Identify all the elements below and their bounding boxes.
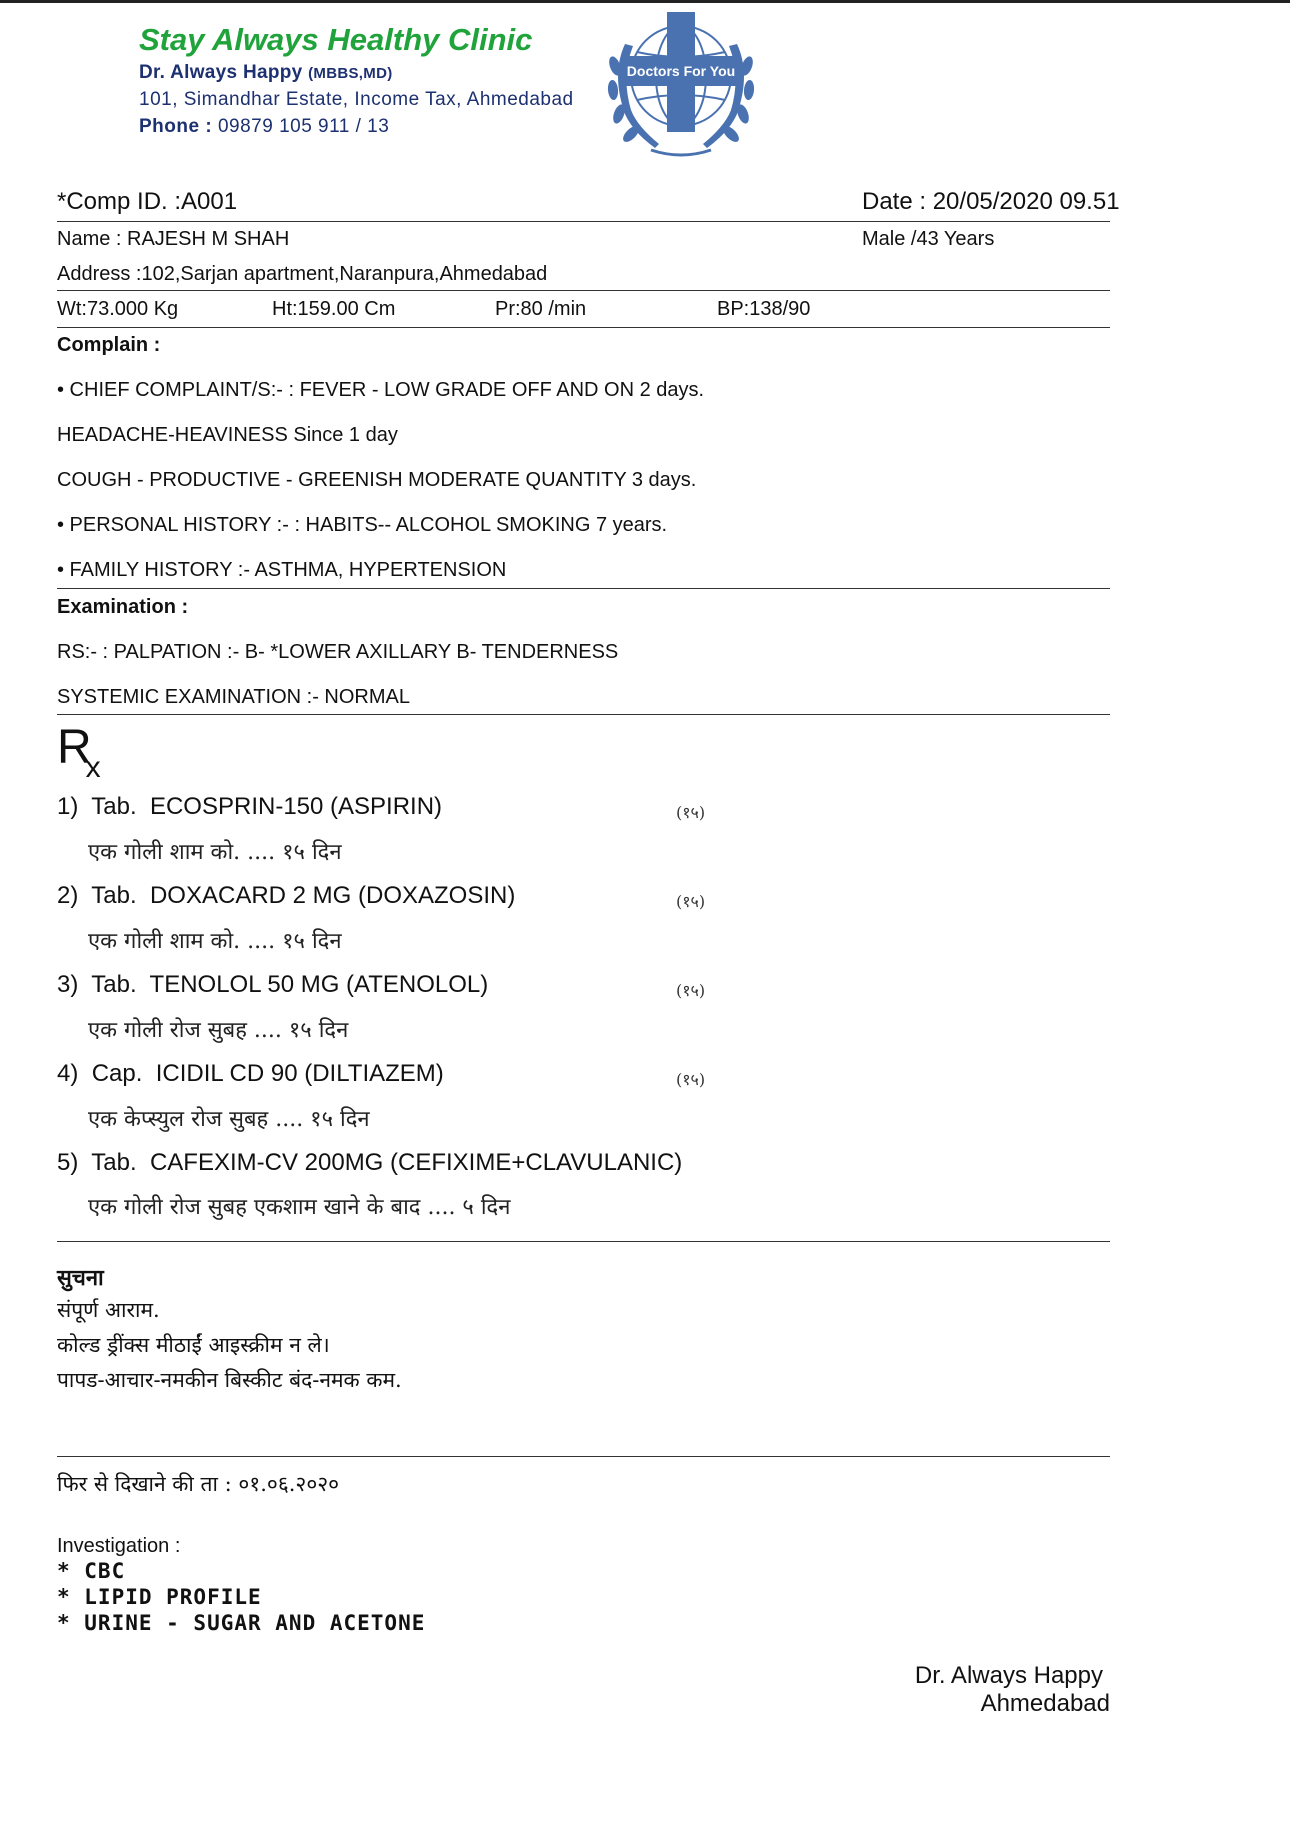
medicine-number: 2): [57, 882, 79, 909]
medicine-type: Tab.: [91, 971, 137, 998]
complain-line: • PERSONAL HISTORY :- : HABITS-- ALCOHOL SMOKING 7 years.: [57, 514, 668, 536]
advice-label: सुचना: [57, 1265, 104, 1291]
medicine-item: [57, 1060, 444, 1088]
medicine-number: 5): [57, 1149, 79, 1176]
medicine-type: Tab.: [91, 1149, 137, 1176]
medicine-dose: एक गोली शाम को. .... १५ दिन: [88, 929, 342, 954]
clinic-name: Stay Always Healthy Clinic: [139, 22, 533, 57]
comp-id: *Comp ID. :A001: [57, 188, 238, 215]
investigation-item: * CBC: [57, 1559, 126, 1583]
followup-date: फिर से दिखाने की ता : ०१.०६.२०२०: [57, 1472, 340, 1496]
medicine-dose: एक गोली शाम को. .... १५ दिन: [88, 840, 342, 865]
date: Date : 20/05/2020 09.51: [862, 188, 1120, 215]
medicine-type: Cap.: [91, 1060, 143, 1087]
doctor-name-text: Dr. Always Happy: [139, 62, 303, 83]
examination-label: Examination :: [57, 596, 189, 618]
advice-line: संपूर्ण आराम.: [57, 1298, 160, 1322]
vital-height: Ht:159.00 Cm: [272, 298, 396, 320]
complain-label: Complain :: [57, 334, 161, 356]
medicine-item: [57, 882, 515, 910]
vital-weight: Wt:73.000 Kg: [57, 298, 179, 320]
medicine-item: [57, 1149, 682, 1177]
divider: [57, 290, 1110, 291]
medicine-type: Tab.: [91, 882, 137, 909]
investigation-item: * LIPID PROFILE: [57, 1585, 262, 1609]
signature-city: Ahmedabad: [980, 1690, 1110, 1717]
medicine-qty: (१५): [676, 1070, 706, 1089]
top-border: [0, 0, 1290, 3]
rx-r: R: [57, 721, 92, 774]
complain-line: COUGH - PRODUCTIVE - GREENISH MODERATE QUANTITY 3 days.: [57, 469, 697, 491]
clinic-logo-icon: [603, 4, 759, 164]
phone-number: 09879 105 911 / 13: [217, 116, 390, 137]
medicine-item: [57, 793, 442, 821]
divider: [57, 1456, 1110, 1457]
medicine-name: CAFEXIM-CV 200MG (CEFIXIME+CLAVULANIC): [149, 1149, 683, 1176]
doctor-name: [139, 62, 393, 84]
complain-line: • CHIEF COMPLAINT/S:- : FEVER - LOW GRADE OFF AND ON 2 days.: [57, 379, 705, 401]
advice-line: कोल्ड ड्रींक्स मीठाईं आइस्क्रीम न ले।: [57, 1333, 330, 1357]
medicine-dose: एक गोली रोज सुबह एकशाम खाने के बाद .... ५ दिन: [88, 1195, 511, 1220]
divider: [57, 327, 1110, 328]
phone-label: Phone :: [139, 116, 213, 137]
medicine-name: ICIDIL CD 90 (DILTIAZEM): [155, 1060, 444, 1087]
divider: [57, 588, 1110, 589]
vital-pulse: Pr:80 /min: [495, 298, 587, 320]
divider: [57, 714, 1110, 715]
doctor-degree: (MBBS,MD): [308, 65, 393, 82]
medicine-item: [57, 971, 488, 999]
medicine-type: Tab.: [91, 793, 137, 820]
patient-gender-age: Male /43 Years: [862, 228, 995, 250]
medicine-qty: (१५): [676, 803, 706, 822]
clinic-address: 101, Simandhar Estate, Income Tax, Ahmedabad: [139, 89, 574, 110]
rx-x: x: [85, 751, 101, 784]
vital-bp: BP:138/90: [717, 298, 811, 320]
medicine-number: 4): [57, 1060, 79, 1087]
medicine-qty: (१५): [676, 981, 706, 1000]
medicine-qty: (१५): [676, 892, 706, 911]
examination-line: SYSTEMIC EXAMINATION :- NORMAL: [57, 686, 410, 708]
medicine-name: TENOLOL 50 MG (ATENOLOL): [149, 971, 489, 998]
advice-line: पापड-आचार-नमकीन बिस्कीट बंद-नमक कम.: [57, 1368, 402, 1392]
clinic-phone: [139, 116, 389, 138]
investigation-item: * URINE - SUGAR AND ACETONE: [57, 1611, 426, 1635]
logo-text: Doctors For You: [626, 63, 736, 79]
signature-name: Dr. Always Happy: [914, 1662, 1103, 1689]
examination-line: RS:- : PALPATION :- B- *LOWER AXILLARY B- TENDERNESS: [57, 641, 619, 663]
rx-symbol: [57, 720, 107, 784]
medicine-dose: एक केप्स्युल रोज सुबह .... १५ दिन: [88, 1107, 370, 1132]
medicine-dose: एक गोली रोज सुबह .... १५ दिन: [88, 1018, 349, 1043]
medicine-number: 3): [57, 971, 79, 998]
medicine-number: 1): [57, 793, 79, 820]
medicine-name: ECOSPRIN-150 (ASPIRIN): [149, 793, 443, 820]
investigation-label: Investigation :: [57, 1535, 181, 1557]
patient-address: Address :102,Sarjan apartment,Naranpura,Ahmedabad: [57, 263, 548, 285]
complain-line: HEADACHE-HEAVINESS Since 1 day: [57, 424, 398, 446]
complain-line: • FAMILY HISTORY :- ASTHMA, HYPERTENSION: [57, 559, 507, 581]
divider: [57, 1241, 1110, 1242]
patient-name: Name : RAJESH M SHAH: [57, 228, 290, 250]
divider: [57, 221, 1110, 222]
medicine-name: DOXACARD 2 MG (DOXAZOSIN): [149, 882, 516, 909]
